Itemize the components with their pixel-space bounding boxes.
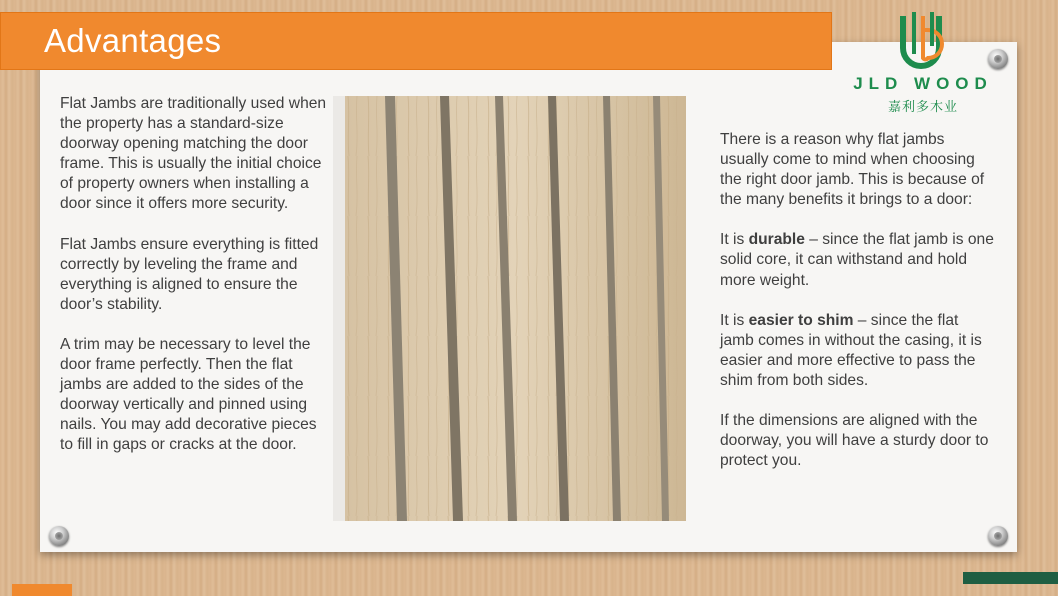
wood-planks-image [345,96,686,521]
benefit-rest: – since the flat jamb comes in without the casing, it is easier and more effective to pass the shim from both sides. [720,311,982,389]
benefit-prefix: It is [720,231,749,249]
screw-icon [49,526,69,546]
benefit-prefix: It is [720,311,749,329]
logo-wordmark: JLD WOOD [853,74,993,93]
corner-accent-green [963,572,1058,584]
right-text-column [720,130,995,491]
corner-accent-orange [12,584,72,596]
benefit-rest: – since the flat jamb is one solid core, it can withstand and hold more weight. [720,231,994,289]
left-paragraph: A trim may be necessary to level the door frame perfectly. Then the flat jambs are added to the sides of the doorway vertically and pinned using nails. You may add decorative pieces to fill in gaps or cracks at the door. [60,335,317,454]
benefit-bold: durable [748,231,805,249]
benefit-durable [720,230,995,290]
screw-icon [988,526,1008,546]
left-paragraph: Flat Jambs are traditionally used when the property has a standard-size doorway opening matching the door frame. This is usually the initial choice of property owners when installing a door since it offers more security. [60,95,327,213]
left-paragraph: Flat Jambs ensure everything is fitted correctly by leveling the frame and everything is aligned to ensure the door’s stability. [60,235,319,313]
slide-title: Advantages [44,22,222,59]
logo-chinese-name: 嘉利多木业 [887,99,958,114]
benefit-bold: easier to shim [748,311,854,329]
wood-planks-photo [345,96,686,521]
closing-paragraph: If the dimensions are aligned with the doorway, you will have a sturdy door to protect you. [720,412,989,470]
benefit-shim [720,311,995,391]
jld-logo-icon [848,6,998,76]
screw-icon [988,49,1008,69]
intro-paragraph: There is a reason why flat jambs usually come to mind when choosing the right door jamb. This is because of the many benefits it brings to a door: [720,131,985,209]
left-text-column [60,94,328,476]
brand-logo [848,6,998,114]
